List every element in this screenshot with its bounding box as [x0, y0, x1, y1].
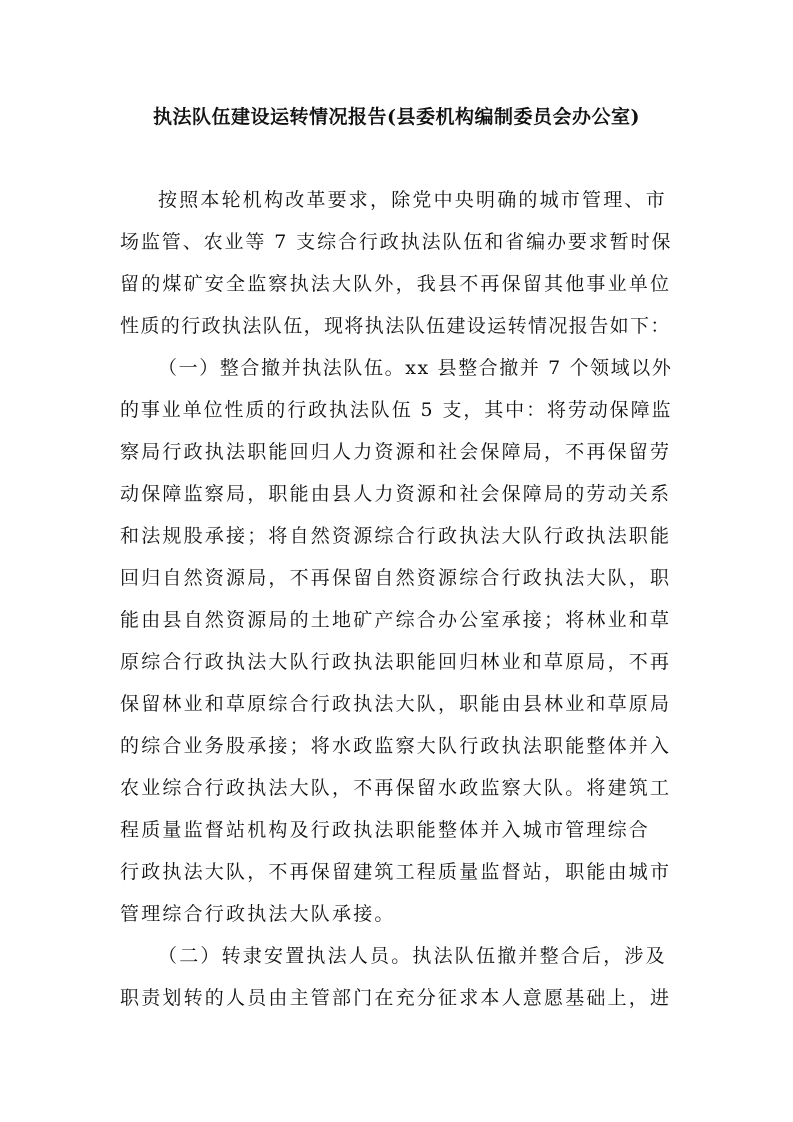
paragraph-line: 的事业单位性质的行政执法队伍 5 支，其中：将劳动保障监 [120, 399, 673, 421]
paragraph-line: 按照本轮机构改革要求，除党中央明确的城市管理、市 [158, 189, 667, 211]
paragraph-line: 动保障监察局，职能由县人力资源和社会保障局的劳动关系 [120, 483, 672, 505]
document-title: 执法队伍建设运转情况报告(县委机构编制委员会办公室) [153, 106, 640, 128]
paragraph-line: 农业综合行政执法大队，不再保留水政监察大队。将建筑工 [120, 777, 672, 799]
paragraph-line: 回归自然资源局，不再保留自然资源综合行政执法大队，职 [120, 567, 672, 589]
paragraph-line: 管理综合行政执法大队承接。 [120, 903, 396, 925]
paragraph-line: 的综合业务股承接；将水政监察大队行政执法职能整体并入 [120, 735, 672, 757]
paragraph-line: 能由县自然资源局的土地矿产综合办公室承接；将林业和草 [120, 609, 672, 631]
paragraph-line: （二）转隶安置执法人员。执法队伍撤并整合后，涉及 [158, 945, 667, 967]
paragraph-line: （一）整合撤并执法队伍。xx 县整合撤并 7 个领域以外 [158, 357, 673, 379]
paragraph-line: 场监管、农业等 7 支综合行政执法队伍和省编办要求暂时保 [120, 231, 673, 253]
paragraph-line: 和法规股承接；将自然资源综合行政执法大队行政执法职能 [120, 525, 672, 547]
paragraph-line: 程质量监督站机构及行政执法职能整体并入城市管理综合 [120, 819, 651, 841]
paragraph-line: 察局行政执法职能回归人力资源和社会保障局，不再保留劳 [120, 441, 672, 463]
paragraph-line: 保留林业和草原综合行政执法大队，职能由县林业和草原局 [120, 693, 672, 715]
paragraph-line: 原综合行政执法大队行政执法职能回归林业和草原局，不再 [120, 651, 672, 673]
paragraph-line: 行政执法大队，不再保留建筑工程质量监督站，职能由城市 [120, 861, 672, 883]
paragraph-line: 职责划转的人员由主管部门在充分征求本人意愿基础上，进 [120, 987, 672, 1009]
paragraph-line: 留的煤矿安全监察执法大队外，我县不再保留其他事业单位 [120, 273, 672, 295]
paragraph-line: 性质的行政执法队伍，现将执法队伍建设运转情况报告如下： [120, 315, 671, 337]
